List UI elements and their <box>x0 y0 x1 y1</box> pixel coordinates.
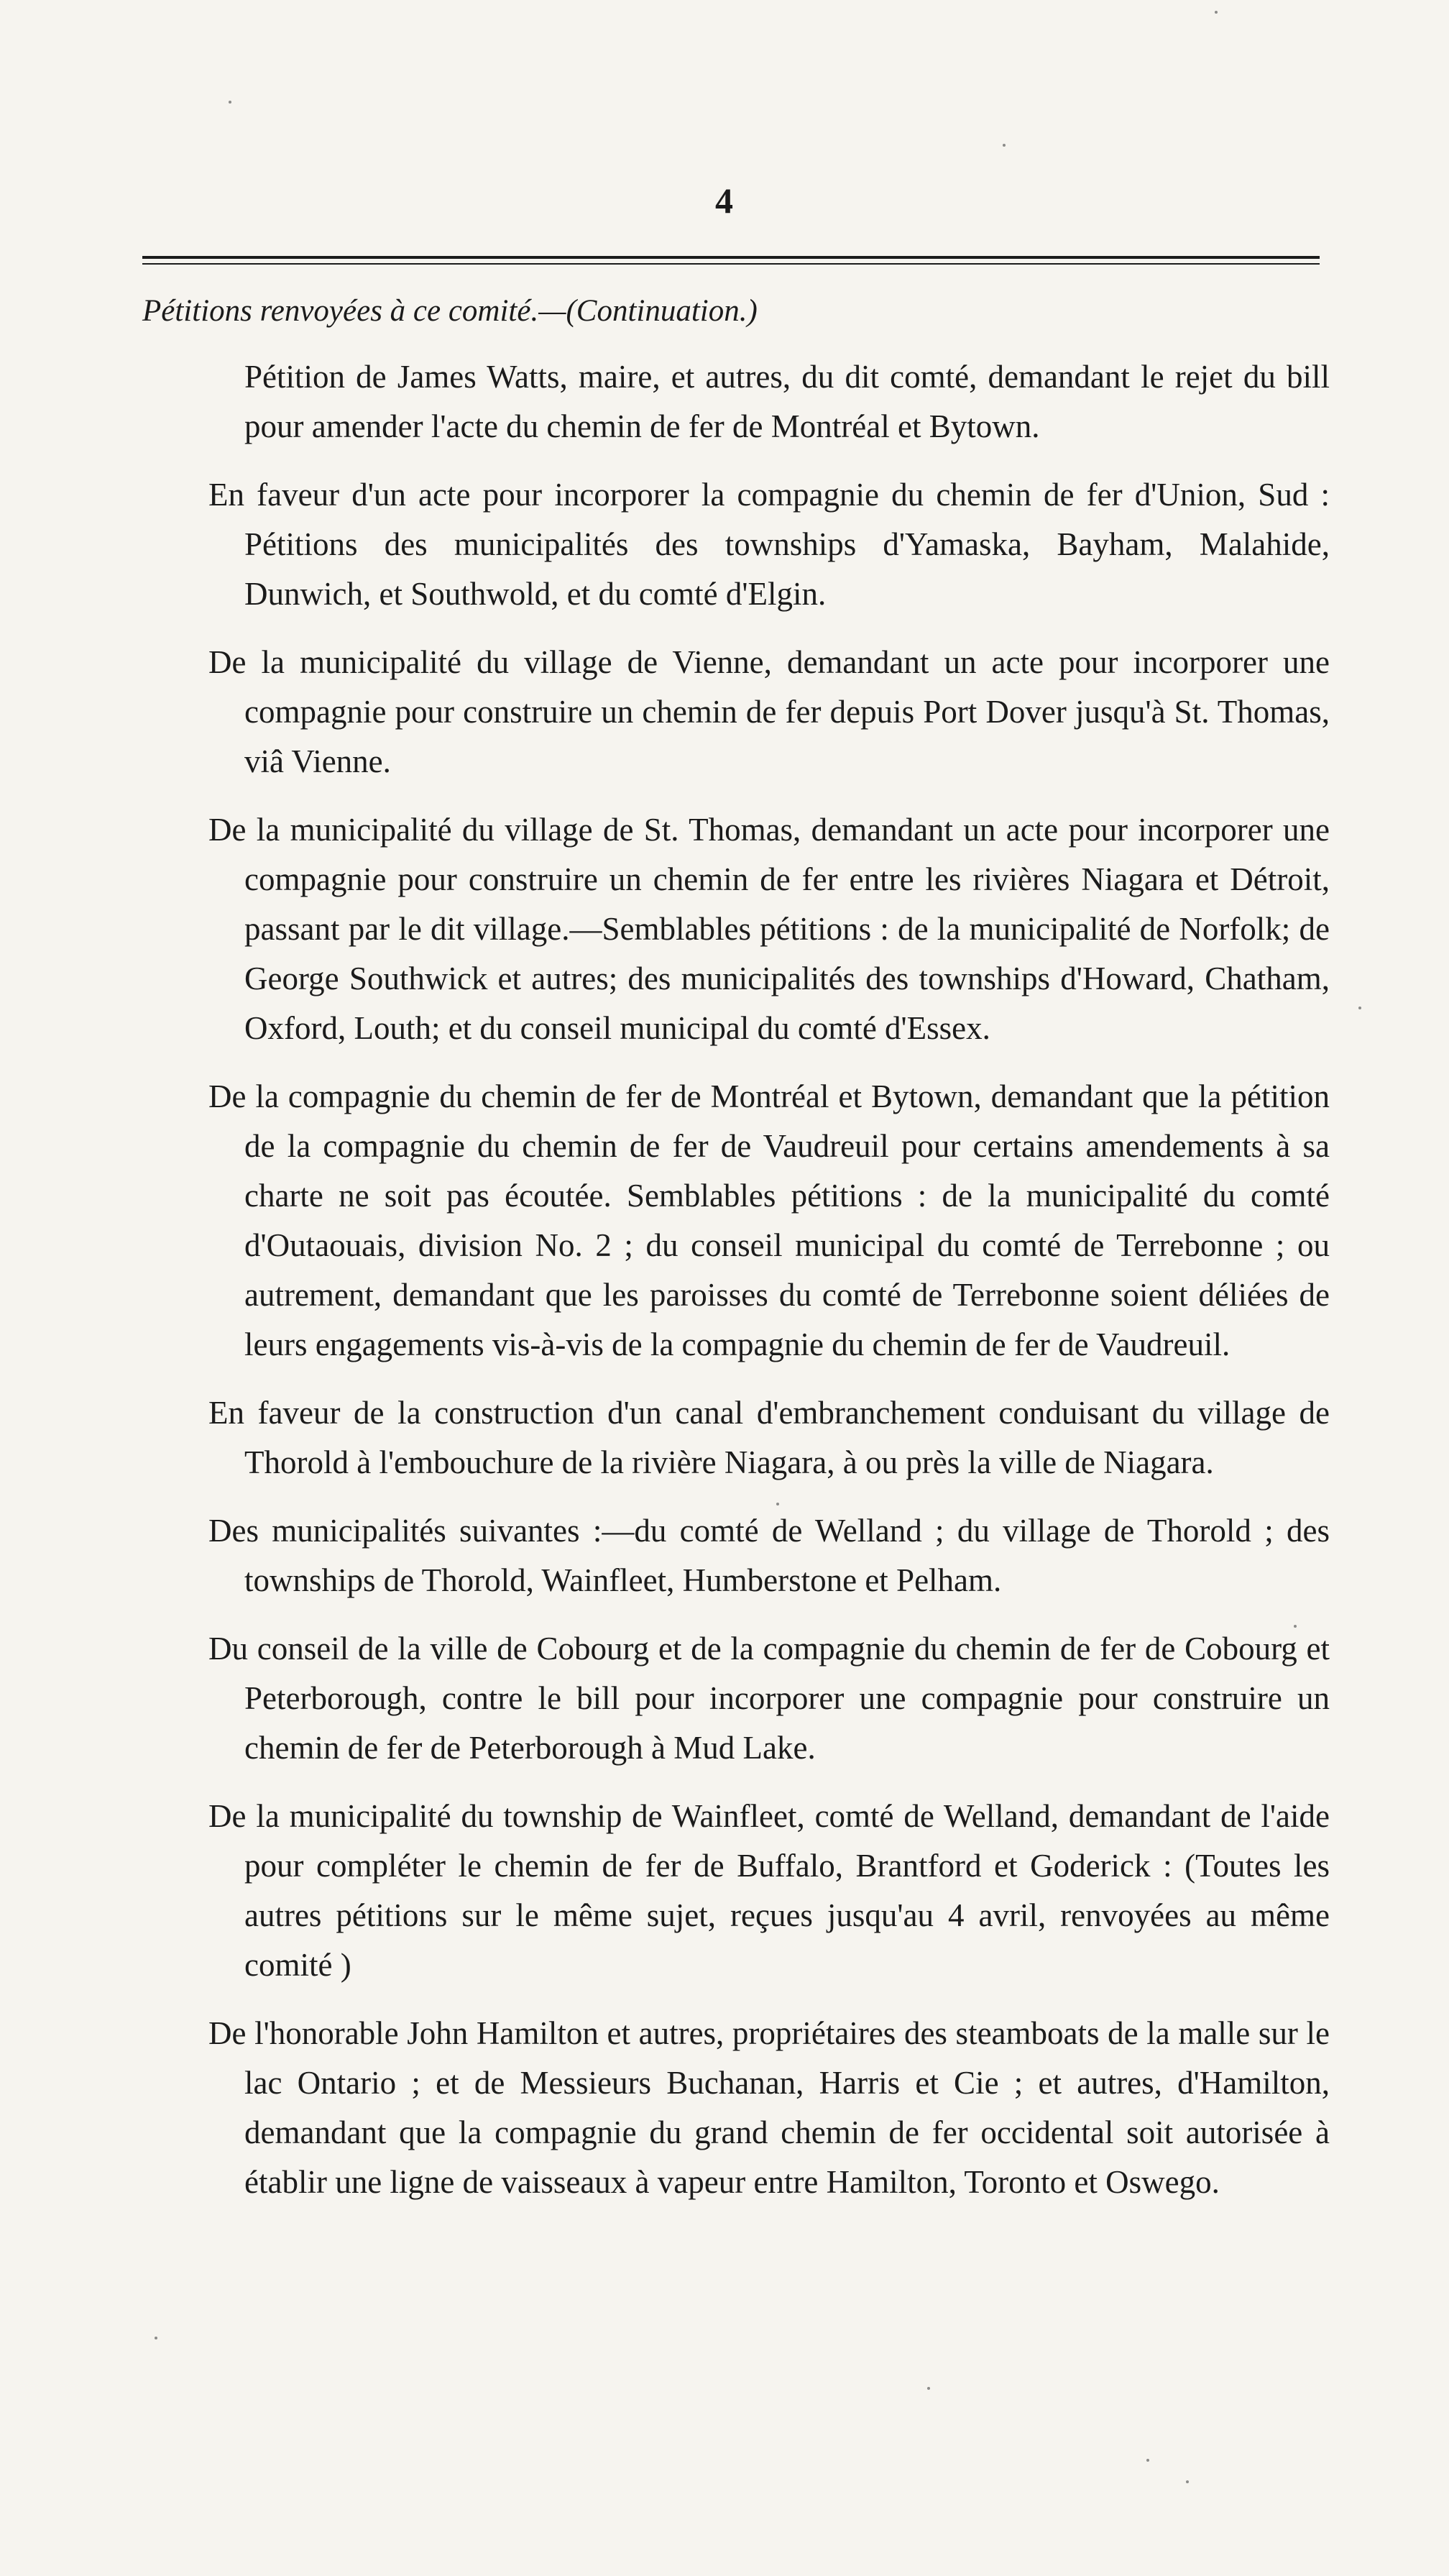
paper-speck <box>155 2337 157 2339</box>
header-rule-thin <box>142 263 1320 265</box>
paper-speck <box>776 1503 779 1505</box>
petition-entry: En faveur de la construction d'un canal d'embranchement conduisant du village de Thorold à l'embouchure de la rivière Niagara, à ou près la ville de Niagara. <box>208 1395 1330 1480</box>
page-number: 4 <box>715 180 734 221</box>
paper-speck <box>1003 144 1006 147</box>
petition-entry: Du conseil de la ville de Cobourg et de la compagnie du chemin de fer de Cobourg et Peterborough, contre le bill pour incorporer une compagnie pour construire un chemin de fer de Peterborough à Mud Lake. <box>208 1631 1330 1766</box>
header-rule <box>142 256 1320 259</box>
petition-entry: De la municipalité du township de Wainfleet, comté de Welland, demandant de l'aide pour compléter le chemin de fer de Buffalo, Brantford et Goderick : (Toutes les autres pétitions sur le même sujet, reçues jusqu'au 4 avril, renvoyées au même comité ) <box>208 1798 1330 1983</box>
petition-entry: De la municipalité du village de Vienne, demandant un acte pour incorporer une compagnie pour construire un chemin de fer depuis Port Dover jusqu'à St. Thomas, viâ Vienne. <box>208 644 1330 779</box>
section-header <box>142 293 1321 329</box>
paper-speck <box>927 2387 930 2390</box>
paper-speck <box>229 101 231 104</box>
paper-speck <box>1215 11 1218 14</box>
petition-entry: De la compagnie du chemin de fer de Montréal et Bytown, demandant que la pétition de la compagnie du chemin de fer de Vaudreuil pour certains amendements à sa charte ne soit pas écoutée. Semblables pétitions : de la municipalité du comté d'Outaouais, division No. 2 ; du conseil municipal du comté de Terrebonne ; ou autrement, demandant que les paroisses du comté de Terrebonne soient déliées de leurs engagements vis-à-vis de la compagnie du chemin de fer de Vaudreuil. <box>208 1078 1330 1362</box>
petition-entry: De la municipalité du village de St. Thomas, demandant un acte pour incorporer une compagnie pour construire un chemin de fer entre les rivières Niagara et Détroit, passant par le dit village.—Semblables pétitions : de la municipalité de Norfolk; de George Southwick et autres; des municipalités des townships d'Howard, Chatham, Oxford, Louth; et du conseil municipal du comté d'Essex. <box>208 812 1330 1046</box>
petition-entry: De l'honorable John Hamilton et autres, propriétaires des steamboats de la malle sur le lac Ontario ; et de Messieurs Buchanan, Harris et Cie ; et autres, d'Hamilton, demandant que la compagnie du grand chemin de fer occidental soit autorisée à établir une ligne de vaisseaux à vapeur entre Hamilton, Toronto et Oswego. <box>208 2015 1330 2200</box>
paper-speck <box>1186 2480 1189 2483</box>
paper-speck <box>1146 2459 1149 2462</box>
section-continuation: (Continuation.) <box>566 294 758 328</box>
petition-list <box>208 352 1330 2226</box>
petition-entry: Des municipalités suivantes :—du comté de Welland ; du village de Thorold ; des townships de Thorold, Wainfleet, Humberstone et Pelham. <box>208 1513 1330 1598</box>
section-title: Pétitions renvoyées à ce comité.— <box>142 294 566 328</box>
petition-entry: Pétition de James Watts, maire, et autres, du dit comté, demandant le rejet du bill pour amender l'acte du chemin de fer de Montréal et Bytown. <box>244 359 1330 444</box>
paper-speck <box>1358 1007 1361 1009</box>
petition-entry: En faveur d'un acte pour incorporer la compagnie du chemin de fer d'Union, Sud : Pétitions des municipalités des townships d'Yamaska, Bayham, Malahide, Dunwich, et Southwold, et du comté d'Elgin. <box>208 477 1330 612</box>
paper-speck <box>1294 1625 1297 1628</box>
